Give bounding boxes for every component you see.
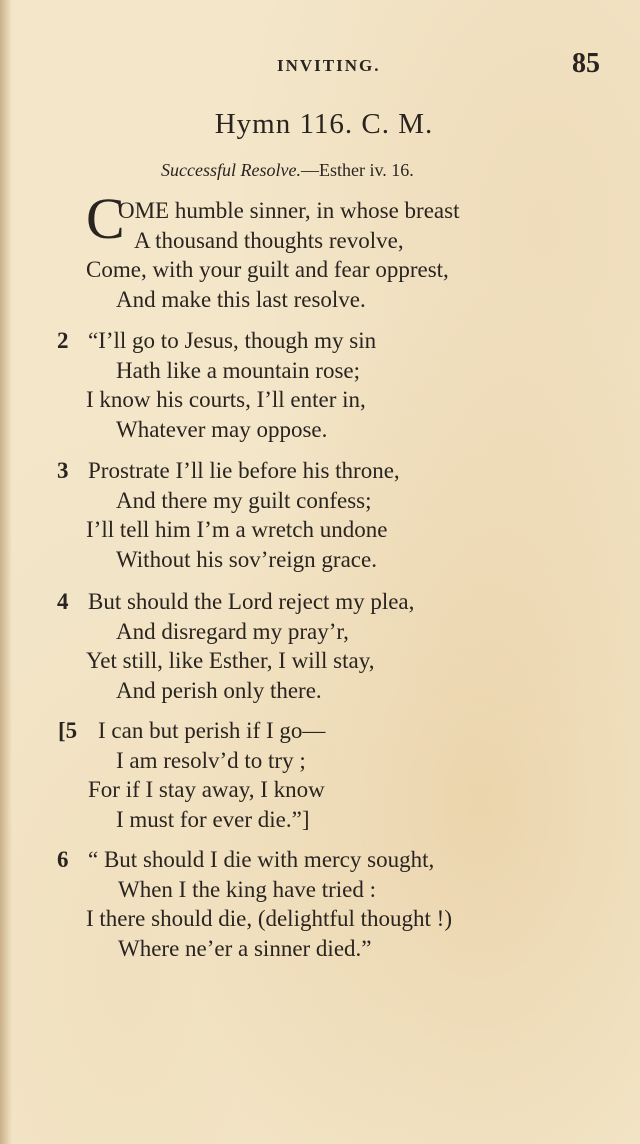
drop-cap: C	[86, 186, 125, 251]
stanza-number: 4	[57, 589, 69, 614]
subtitle-scripture-ref: —Esther iv. 16.	[300, 160, 414, 180]
stanza-line: And make this last resolve.	[116, 286, 366, 312]
stanza-line: OME humble sinner, in whose breast	[118, 198, 460, 223]
subtitle-theme: Successful Resolve.	[161, 160, 301, 180]
stanza-number: [5	[58, 718, 78, 743]
stanza-line: “I’ll go to Jesus, though my sin	[88, 328, 377, 353]
stanza-line: And disregard my pray’r,	[116, 618, 349, 644]
stanza-line: Come, with your guilt and fear opprest,	[86, 257, 449, 282]
stanza-line: Hath like a mountain rose;	[116, 357, 360, 383]
stanza-line: I can but perish if I go—	[98, 718, 326, 743]
stanza-line: I must for ever die.”]	[116, 806, 310, 832]
page-gutter	[0, 0, 12, 1144]
stanza-line: Without his sov’reign grace.	[116, 546, 377, 572]
stanza-number: 6	[57, 847, 69, 872]
page-number: 85	[572, 48, 600, 79]
stanza-line: But should the Lord reject my plea,	[88, 589, 415, 614]
stanza-line: Where ne’er a sinner died.”	[118, 935, 372, 961]
stanza-line: A thousand thoughts revolve,	[134, 227, 404, 253]
running-head	[0, 48, 640, 82]
hymn-subtitle	[161, 160, 414, 181]
stanza-line: I know his courts, I’ll enter in,	[86, 387, 366, 412]
stanza-line: “ But should I die with mercy sought,	[88, 847, 435, 872]
stanza-line: I’ll tell him I’m a wretch undone	[86, 517, 388, 542]
stanza-line: For if I stay away, I know	[88, 777, 325, 802]
stanza-line: And perish only there.	[116, 677, 322, 703]
stanza-line: I there should die, (delightful thought !)	[86, 906, 453, 931]
stanza-line: Whatever may oppose.	[116, 416, 328, 442]
stanza-line: Prostrate I’ll lie before his throne,	[88, 458, 400, 483]
stanza-number: 2	[57, 328, 69, 353]
stanza-number: 3	[57, 458, 69, 483]
stanza-line: When I the king have tried :	[118, 876, 377, 902]
stanza-line: And there my guilt confess;	[116, 487, 372, 513]
stanza-line: Yet still, like Esther, I will stay,	[86, 648, 375, 673]
running-title: INVITING.	[277, 56, 381, 75]
stanza-line: I am resolv’d to try ;	[116, 747, 306, 773]
hymn-title: Hymn 116. C. M.	[214, 108, 434, 140]
